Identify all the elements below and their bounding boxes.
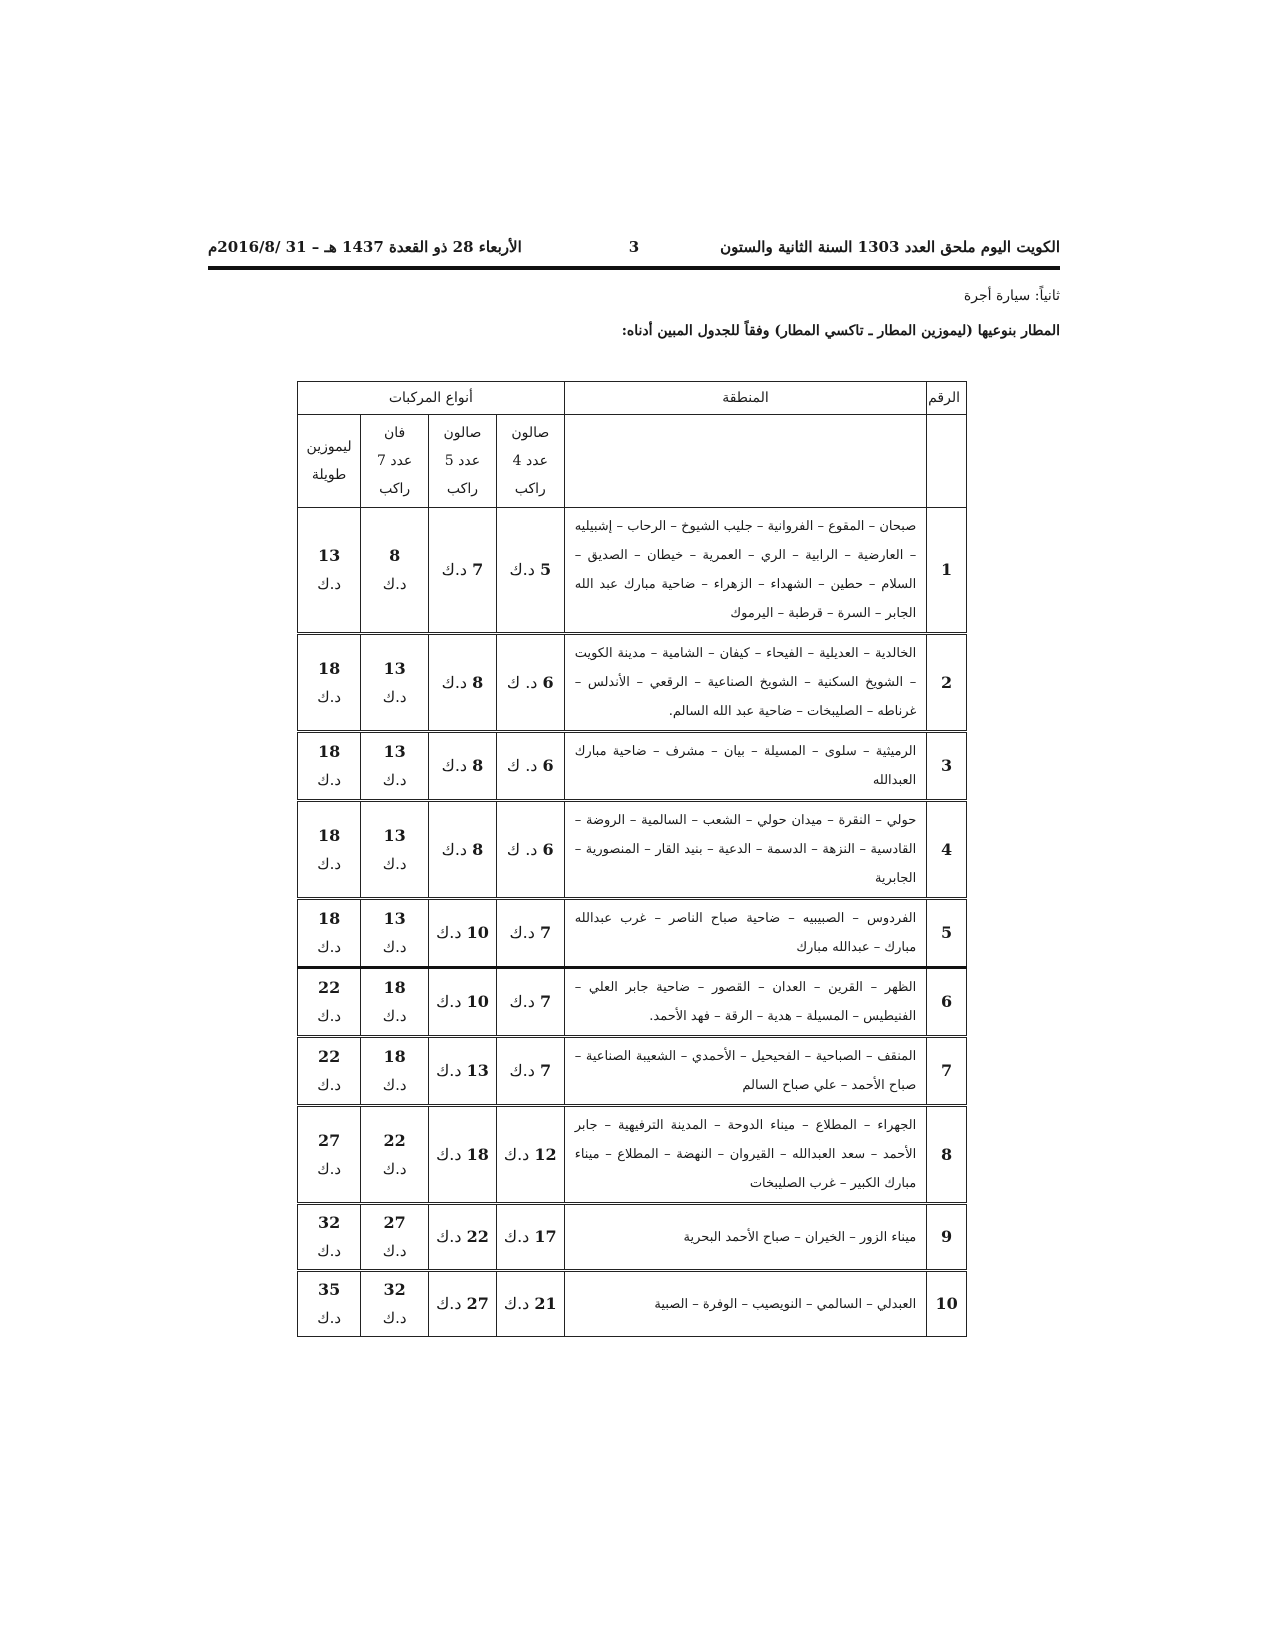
price-amount: 13 (383, 658, 406, 678)
price-currency: د.ك (509, 1061, 535, 1080)
price-currency: د.ك (436, 1227, 462, 1246)
price-currency: د.ك (382, 771, 407, 789)
price-currency: د.ك (382, 687, 407, 706)
table-subheader (298, 415, 967, 508)
price-amount: 27 (466, 1294, 489, 1313)
row-area: الخالدية – العديلية – الفيحاء – كيفان – الشامية – مدينة الكويت – الشويخ السكنية – الشويخ الصناعية – الرقعي – الأندلس – غرناطه – الصليبخات – ضاحية عبد الله السالم. (564, 634, 927, 732)
price-currency: د.ك (436, 1294, 462, 1313)
row-area: المنقف – الصباحية – الفحيحيل – الأحمدي – الشعيبة الصناعية – صباح الأحمد – علي صباح السالم (564, 1037, 927, 1106)
price-currency: د. ك (506, 756, 538, 775)
price-amount: 18 (317, 825, 341, 845)
price-amount: 5 (539, 560, 552, 579)
price-currency: د.ك (317, 854, 342, 873)
fare-table-body (298, 508, 967, 1337)
price-long-limo (298, 968, 361, 1037)
row-number: 5 (927, 899, 967, 968)
price-sedan-5 (429, 732, 497, 801)
price-currency: د.ك (503, 1227, 530, 1246)
price-long-limo (298, 634, 361, 732)
price-long-limo (298, 732, 361, 801)
price-sedan-5 (429, 508, 497, 634)
price-amount: 7 (539, 923, 552, 942)
publication-title: الكويت اليوم ملحق العدد 1303 السنة الثانية والستون (720, 238, 1060, 256)
price-currency: د.ك (317, 938, 342, 956)
price-currency: د.ك (317, 575, 342, 593)
price-amount: 13 (383, 742, 406, 761)
price-amount: 18 (383, 978, 406, 997)
header-divider (208, 266, 1060, 270)
header-long-limo (298, 415, 361, 508)
header-sedan-5 (429, 415, 497, 508)
price-amount: 8 (472, 756, 484, 775)
price-currency: د.ك (441, 839, 468, 859)
price-van-7 (361, 801, 429, 899)
price-amount: 18 (317, 742, 341, 761)
row-number: 6 (927, 968, 967, 1037)
table-row (298, 801, 967, 899)
price-amount: 7 (539, 992, 552, 1011)
header-line: راكب (379, 481, 411, 497)
row-area: العبدلي – السالمي – النويصيب – الوفرة – الصبية (564, 1271, 927, 1337)
price-sedan-4 (496, 508, 564, 634)
row-number: 8 (927, 1106, 967, 1204)
price-currency: د.ك (441, 672, 468, 692)
table-row (298, 899, 967, 968)
table-row (298, 508, 967, 634)
price-sedan-5 (429, 899, 497, 968)
price-amount: 22 (383, 1130, 406, 1150)
header-line: راكب (446, 481, 478, 497)
price-amount: 13 (466, 1061, 489, 1080)
row-area: الرميثية – سلوى – المسيلة – بيان – مشرف – ضاحية مبارك العبدالله (564, 732, 927, 801)
price-amount: 7 (539, 1061, 552, 1080)
price-currency: د.ك (503, 1144, 530, 1164)
row-number: 1 (927, 508, 967, 634)
row-number: 2 (927, 634, 967, 732)
row-number: 3 (927, 732, 967, 801)
price-sedan-4 (496, 801, 564, 899)
price-sedan-5 (429, 1106, 497, 1204)
row-area: الجهراء – المطلاع – ميناء الدوحة – المدينة الترفيهية – جابر الأحمد – سعد العبدالله – القيروان – النهضة – المطلاع – ميناء مبارك الكبير – غرب الصليبخات (564, 1106, 927, 1204)
header-number: الرقم (927, 382, 967, 415)
price-currency: د.ك (509, 992, 535, 1011)
price-amount: 18 (317, 658, 341, 678)
price-currency: د.ك (441, 756, 468, 775)
table-row (298, 968, 967, 1037)
price-amount: 32 (383, 1280, 406, 1299)
price-currency: د.ك (436, 923, 462, 942)
header-line: فان (384, 425, 406, 441)
price-sedan-4 (496, 968, 564, 1037)
price-currency: د.ك (317, 1242, 342, 1260)
table-row (298, 732, 967, 801)
header-number-blank (927, 415, 967, 508)
price-van-7 (361, 1204, 429, 1271)
row-area: الظهر – القرين – العدان – القصور – ضاحية جابر العلي – الفنيطيس – المسيلة – هدية – الرقة – فهد الأحمد. (564, 968, 927, 1037)
price-sedan-4 (496, 1204, 564, 1271)
price-currency: د.ك (382, 1076, 407, 1094)
price-van-7 (361, 1037, 429, 1106)
price-sedan-5 (429, 634, 497, 732)
header-line: عدد 4 (512, 453, 548, 469)
price-van-7 (361, 968, 429, 1037)
header-area-blank (564, 415, 927, 508)
header-line: صالون (511, 425, 550, 441)
header-line: عدد 5 (444, 453, 481, 469)
header-line: طويلة (311, 467, 347, 483)
fare-table (297, 381, 967, 1337)
price-sedan-4 (496, 899, 564, 968)
price-amount: 13 (317, 546, 341, 565)
price-amount: 22 (317, 1047, 341, 1066)
price-currency: د.ك (317, 1159, 342, 1178)
page-number: 3 (628, 238, 640, 256)
price-van-7 (361, 634, 429, 732)
price-currency: د.ك (503, 1294, 530, 1313)
price-long-limo (298, 508, 361, 634)
table-row (298, 1037, 967, 1106)
price-currency: د.ك (509, 560, 535, 579)
table-group-header (298, 382, 967, 415)
price-currency: د.ك (382, 854, 407, 873)
table-row (298, 1106, 967, 1204)
price-long-limo (298, 801, 361, 899)
price-currency: د.ك (509, 923, 535, 942)
price-sedan-4 (496, 1037, 564, 1106)
price-amount: 10 (466, 923, 489, 942)
price-sedan-5 (429, 1204, 497, 1271)
price-amount: 18 (466, 1144, 489, 1164)
row-area: ميناء الزور – الخيران – صباح الأحمد البحرية (564, 1204, 927, 1271)
price-amount: 6 (542, 839, 554, 859)
price-sedan-5 (429, 801, 497, 899)
price-amount: 22 (317, 978, 341, 997)
price-currency: د.ك (382, 1242, 407, 1260)
price-amount: 13 (383, 825, 406, 845)
price-amount: 13 (383, 909, 406, 928)
row-number: 10 (927, 1271, 967, 1337)
price-currency: د.ك (382, 575, 407, 593)
section-heading: ثانياً: سيارة أجرة (963, 288, 1060, 304)
price-amount: 7 (472, 560, 484, 579)
price-amount: 6 (542, 756, 554, 775)
row-area: صبحان – المقوع – الفروانية – جليب الشيوخ – الرحاب – إشبيليه – العارضية – الرابية – الري – العمرية – خيطان – الصديق – السلام – حطين – الشهداء – الزهراء – ضاحية مبارك عبد الله الجابر – السرة – قرطبة – اليرموك (564, 508, 927, 634)
price-amount: 6 (542, 672, 554, 692)
price-currency: د.ك (382, 1159, 407, 1178)
price-currency: د.ك (436, 992, 462, 1011)
header-line: صالون (443, 425, 482, 441)
price-currency: د. ك (506, 672, 538, 692)
price-amount: 8 (472, 672, 484, 692)
price-currency: د.ك (317, 1309, 342, 1327)
header-van-7 (361, 415, 429, 508)
price-sedan-5 (429, 1271, 497, 1337)
header-line: راكب (514, 481, 546, 497)
price-sedan-4 (496, 1271, 564, 1337)
price-currency: د.ك (436, 1144, 462, 1164)
price-sedan-4 (496, 634, 564, 732)
row-area: حولي – النقرة – ميدان حولي – الشعب – السالمية – الروضة – القادسية – النزهة – الدسمة – الدعية – بنيد القار – المنصورية – الجابرية (564, 801, 927, 899)
price-currency: د.ك (382, 938, 407, 956)
price-long-limo (298, 1106, 361, 1204)
page-header (208, 238, 1060, 264)
price-currency: د.ك (441, 560, 468, 579)
header-area: المنطقة (564, 382, 927, 415)
price-van-7 (361, 732, 429, 801)
price-amount: 8 (389, 546, 401, 565)
header-line: ليموزين (306, 439, 352, 455)
price-amount: 35 (317, 1280, 341, 1299)
price-amount: 32 (317, 1213, 341, 1232)
price-van-7 (361, 1271, 429, 1337)
table-row (298, 634, 967, 732)
price-long-limo (298, 1271, 361, 1337)
price-amount: 18 (317, 909, 341, 928)
price-currency: د. ك (506, 839, 538, 859)
price-currency: د.ك (382, 1007, 407, 1025)
price-sedan-4 (496, 732, 564, 801)
price-sedan-4 (496, 1106, 564, 1204)
table-row (298, 1271, 967, 1337)
table-row (298, 1204, 967, 1271)
row-number: 9 (927, 1204, 967, 1271)
price-van-7 (361, 508, 429, 634)
price-amount: 27 (317, 1130, 341, 1150)
row-number: 7 (927, 1037, 967, 1106)
price-currency: د.ك (317, 687, 342, 706)
price-currency: د.ك (317, 1076, 342, 1094)
price-long-limo (298, 899, 361, 968)
price-sedan-5 (429, 968, 497, 1037)
price-amount: 22 (466, 1227, 489, 1246)
price-currency: د.ك (317, 1007, 342, 1025)
price-amount: 12 (534, 1144, 557, 1164)
price-van-7 (361, 899, 429, 968)
price-long-limo (298, 1204, 361, 1271)
price-amount: 18 (383, 1047, 406, 1066)
price-long-limo (298, 1037, 361, 1106)
header-sedan-4 (496, 415, 564, 508)
price-amount: 8 (472, 839, 484, 859)
price-currency: د.ك (382, 1309, 407, 1327)
price-amount: 27 (383, 1213, 406, 1232)
header-line: عدد 7 (376, 453, 413, 469)
price-currency: د.ك (317, 771, 342, 789)
price-sedan-5 (429, 1037, 497, 1106)
price-amount: 21 (534, 1294, 557, 1313)
header-vehicle-types: أنواع المركبات (298, 382, 565, 415)
intro-paragraph: المطار بنوعيها (ليموزين المطار ـ تاكسي المطار) وفقاً للجدول المبين أدناه: (621, 323, 1060, 339)
price-van-7 (361, 1106, 429, 1204)
price-currency: د.ك (436, 1061, 462, 1080)
row-area: الفردوس – الصبيبيه – ضاحية صباح الناصر – غرب عبدالله مبارك – عبدالله مبارك (564, 899, 927, 968)
issue-date: الأربعاء 28 ذو القعدة 1437 هـ – 31 /2016/8م (208, 238, 522, 256)
row-number: 4 (927, 801, 967, 899)
price-amount: 17 (534, 1227, 557, 1246)
price-amount: 10 (466, 992, 489, 1011)
